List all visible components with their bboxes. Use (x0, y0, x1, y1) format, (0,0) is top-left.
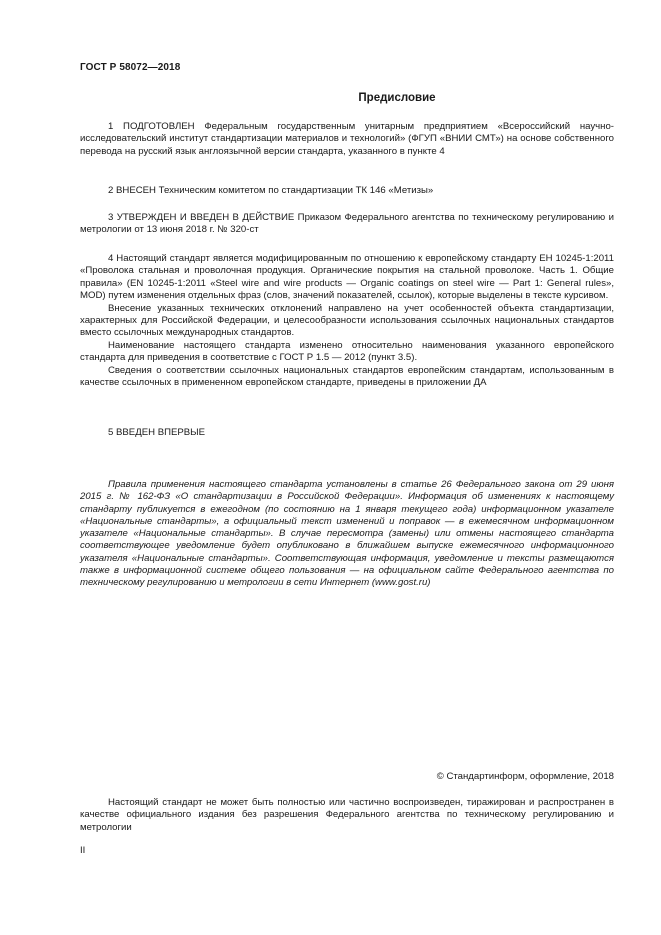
page-number: II (80, 845, 86, 856)
section-5 (80, 427, 614, 439)
reproduction-notice (80, 797, 614, 834)
section-4-paragraph-3: Наименование настоящего стандарта изменено относительно наименования указанного европейского стандарта для приведения в соответствие с ГОСТ Р 1.5 — 2012 (пункт 3.5). (80, 339, 614, 364)
section-2 (80, 185, 614, 197)
section-4-paragraph-1: 4 Настоящий стандарт является модифицированным по отношению к европейскому стандарту ЕН 10245-1:2011 «Проволока стальная и проволочная продукция. Органические покрытия на стальной проволоке. Часть 1. Общие правила» (EN 10245-1:2011 «Steel wire and wire products — Organic coatings on steel wire — Part 1: General rules», MOD) путем изменения отдельных фраз (слов, значений показателей, ссылок), которые выделены в тексте курсивом. (80, 253, 614, 302)
section-1-text: 1 ПОДГОТОВЛЕН Федеральным государственным унитарным предприятием «Всероссийский научно-исследовательский институт стандартизации материалов и технологий» (ФГУП «ВНИИ СМТ») на основе собственного перевода на русский язык англоязычной версии стандарта, указанного в пункте 4 (80, 121, 614, 157)
section-3 (80, 212, 614, 237)
usage-notice (80, 479, 614, 590)
section-4-paragraph-4: Сведения о соответствии ссылочных национальных стандартов европейским стандартам, использованным в качестве ссылочных в примененном европейском стандарте, приведены в приложении ДА (80, 364, 614, 389)
section-2-text: 2 ВНЕСЕН Техническим комитетом по стандартизации ТК 146 «Метизы» (108, 185, 434, 196)
page-title: Предисловие (358, 92, 436, 104)
section-4 (80, 253, 614, 389)
section-5-text: 5 ВВЕДЕН ВПЕРВЫЕ (108, 427, 206, 438)
section-4-paragraph-2: Внесение указанных технических отклонений направлено на учет особенностей объекта стандартизации, характерных для Российской Федерации, и целесообразности использования ссылочных национальных стандартов вместо ссылочных международных стандартов. (80, 302, 614, 339)
section-1 (80, 121, 614, 158)
copyright-line: © Стандартинформ, оформление, 2018 (436, 771, 614, 782)
usage-notice-text: Правила применения настоящего стандарта установлены в статье 26 Федерального закона от 29 июня 2015 г. № 162-ФЗ «О стандартизации в Российской Федерации». Информация об изменениях к настоящему стандарту публикуется в ежегодном (по состоянию на 1 января текущего года) информационном указателе «Национальные стандарты», а официальный текст изменений и поправок — в ежемесячном информационном указателе «Национальные стандарты». В случае пересмотра (замены) или отмены настоящего стандарта соответствующее уведомление будет опубликовано в ближайшем выпуске ежемесячного информационного указателя «Национальные стандарты». Соответствующая информация, уведомление и тексты размещаются также в информационной системе общего пользования — на официальном сайте Федерального агентства по техническому регулированию и метрологии в сети Интернет (www.gost.ru) (80, 479, 614, 589)
document-code: ГОСТ Р 58072—2018 (80, 62, 181, 73)
reproduction-notice-text: Настоящий стандарт не может быть полностью или частично воспроизведен, тиражирован и распространен в качестве официального издания без разрешения Федерального агентства по техническому регулированию и метрологии (80, 797, 614, 833)
section-3-text: 3 УТВЕРЖДЕН И ВВЕДЕН В ДЕЙСТВИЕ Приказом Федерального агентства по техническому регулированию и метрологии от 13 июня 2018 г. № 320-ст (80, 212, 614, 236)
document-page (80, 0, 614, 935)
